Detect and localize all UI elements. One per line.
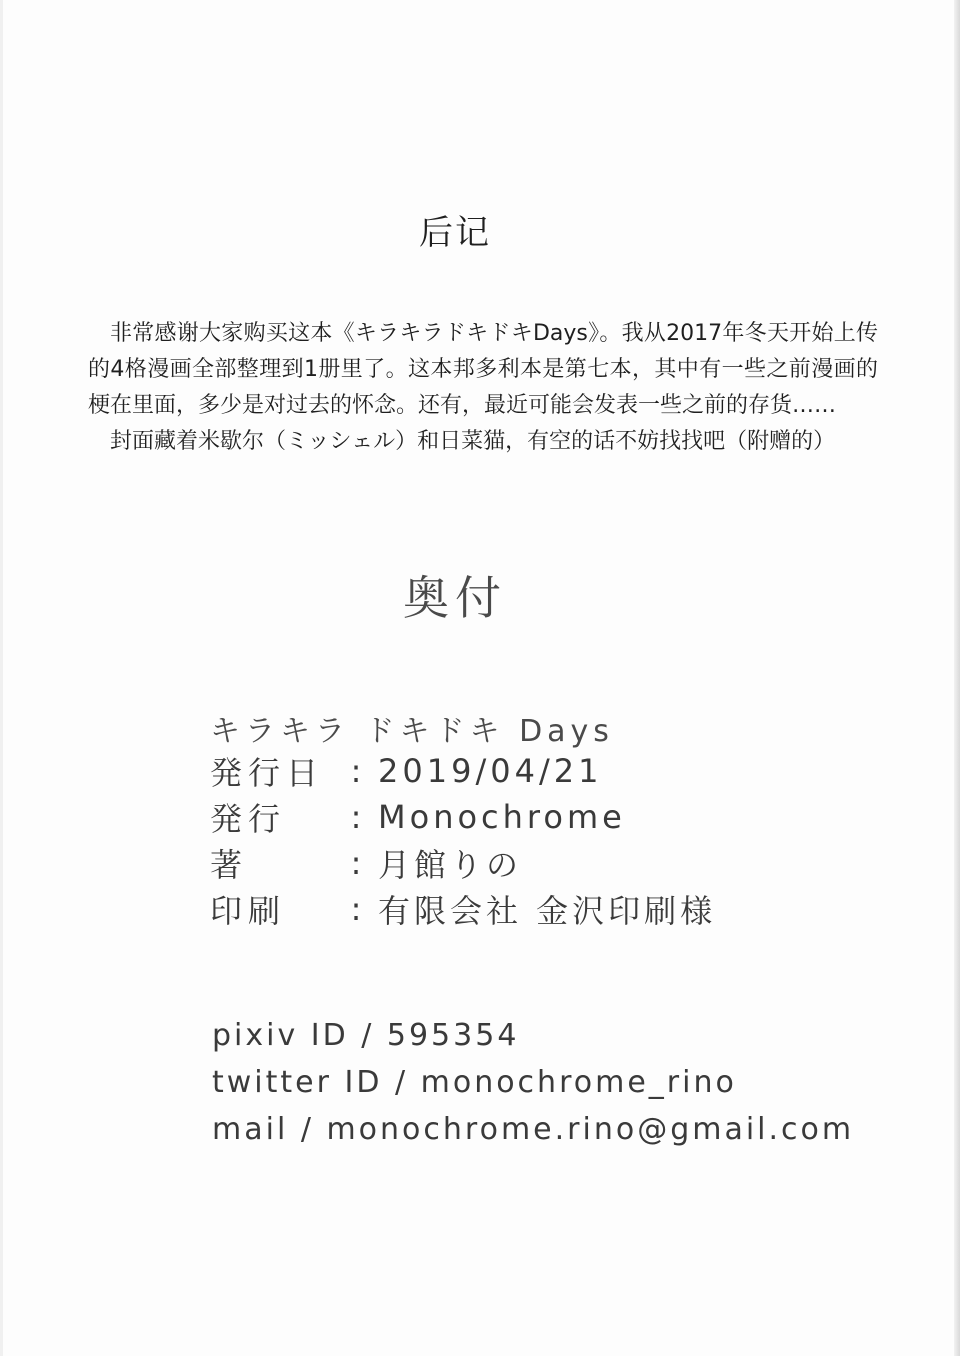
afterword-paragraph: 非常感谢大家购买这本《キラキラドキドキDays》。我从2017年冬天开始上传的4格漫画全部整理到1册里了。这本邦多利本是第七本，其中有一些之前漫画的梗在里面，多少是对过去的怀念。还有，最近可能会发表一些之前的存货……: [88, 321, 878, 418]
row-label: 著: [210, 846, 249, 884]
row-label: 発行: [210, 800, 287, 838]
row-separator: :: [350, 844, 362, 882]
row-label: 印刷: [210, 892, 287, 930]
colophon-row-issue-date: [210, 748, 910, 794]
row-value: 2019/04/21: [378, 752, 603, 790]
colophon-table: [210, 748, 910, 932]
page-left-edge: [0, 0, 3, 1356]
afterword-paragraph: 封面藏着米歇尔（ミッシェル）和日菜猫，有空的话不妨找找吧（附赠的）: [110, 429, 836, 454]
row-separator: :: [350, 890, 362, 928]
colophon-row-author: [210, 840, 910, 886]
colophon-row-publisher: [210, 794, 910, 840]
contact-twitter: twitter ID / monochrome_rino: [212, 1065, 737, 1100]
row-value: Monochrome: [378, 798, 626, 836]
contact-list: [212, 1018, 912, 1159]
row-separator: :: [350, 798, 362, 836]
row-separator: :: [350, 752, 362, 790]
contact-email: mail / monochrome.rino@gmail.com: [212, 1112, 855, 1147]
row-value: 月館りの: [378, 846, 523, 884]
book-title: キラキラ ドキドキ Days: [210, 714, 614, 749]
row-value: 有限会社 金沢印刷様: [378, 892, 717, 930]
row-label: 発行日: [210, 754, 325, 792]
afterword-title: 后记: [419, 213, 491, 253]
page-right-edge: [954, 0, 960, 1356]
colophon-row-printer: [210, 886, 910, 932]
colophon-title: 奥付: [403, 571, 507, 625]
afterword-body: [88, 316, 878, 460]
contact-pixiv: pixiv ID / 595354: [212, 1018, 520, 1053]
